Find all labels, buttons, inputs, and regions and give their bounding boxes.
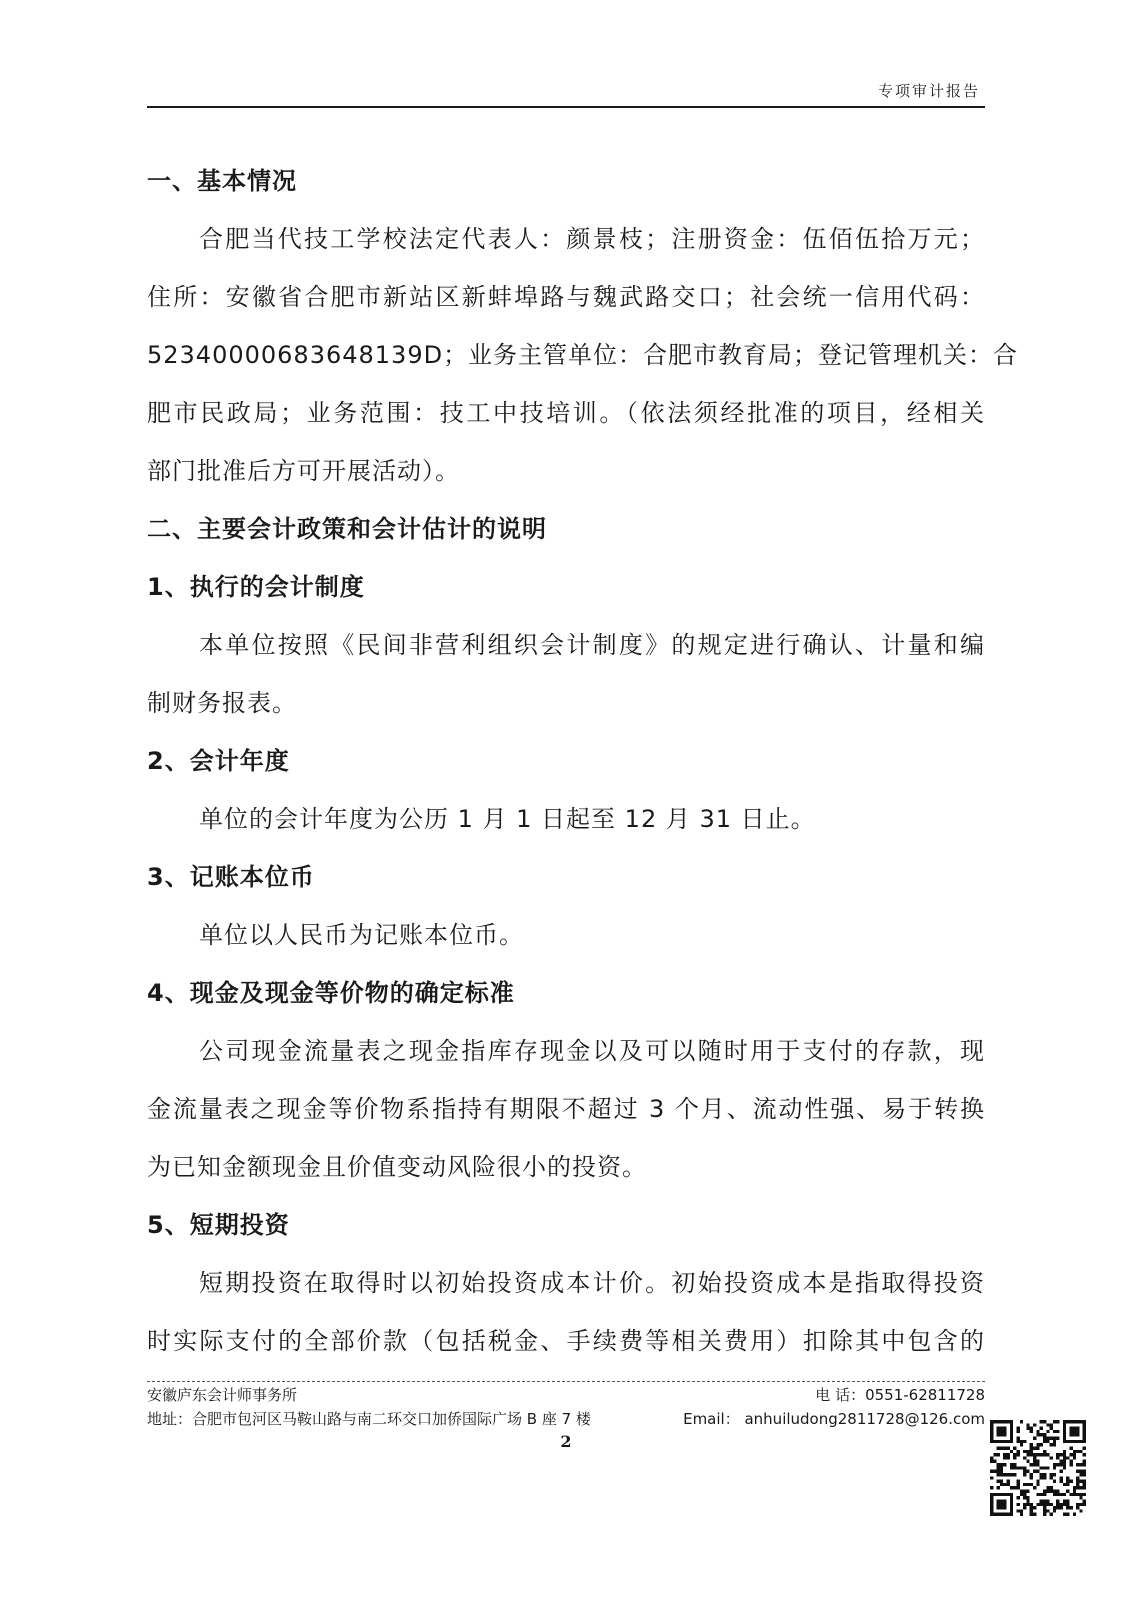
paragraph-line: 短期投资在取得时以初始投资成本计价。初始投资成本是指取得投资: [199, 1269, 985, 1297]
paragraph-line: 时实际支付的全部价款（包括税金、手续费等相关费用）扣除其中包含的: [147, 1327, 985, 1355]
paragraph-line: 肥市民政局；业务范围：技工中技培训。（依法须经批准的项目，经相关: [147, 399, 985, 427]
firm-name: 安徽庐东会计师事务所: [147, 1386, 298, 1404]
report-header-title: 专项审计报告: [877, 82, 980, 100]
document-body: [147, 152, 1019, 1370]
firm-address: 地址：合肥市包河区马鞍山路与南二环交口加侨国际广场 B 座 7 楼: [147, 1410, 591, 1428]
subheading-accounting-year: 2、会计年度: [147, 747, 290, 775]
paragraph-line: 公司现金流量表之现金指库存现金以及可以随时用于支付的存款，现: [199, 1037, 985, 1065]
paragraph-line: 合肥当代技工学校法定代表人：颜景枝；注册资金：伍佰伍拾万元；: [199, 225, 985, 253]
paragraph-line: 部门批准后方可开展活动）。: [147, 457, 460, 485]
paragraph-line: 本单位按照《民间非营利组织会计制度》的规定进行确认、计量和编: [199, 631, 985, 659]
paragraph-line: 52340000683648139D；业务主管单位：合肥市教育局；登记管理机关：合: [147, 341, 1019, 369]
footer-divider: [147, 1381, 985, 1382]
firm-email: Email： anhuiludong2811728@126.com: [683, 1410, 985, 1428]
page-number: 2: [560, 1432, 572, 1451]
paragraph-line: 单位以人民币为记账本位币。: [199, 921, 524, 949]
paragraph-line: 金流量表之现金等价物系指持有期限不超过 3 个月、流动性强、易于转换: [147, 1095, 985, 1123]
section-heading-accounting-policies: 二、主要会计政策和会计估计的说明: [147, 515, 547, 543]
paragraph-line: 单位的会计年度为公历 1 月 1 日起至 12 月 31 日止。: [199, 805, 816, 833]
subheading-cash-equivalents: 4、现金及现金等价物的确定标准: [147, 979, 515, 1007]
section-heading-basic-info: 一、基本情况: [147, 167, 297, 195]
paragraph-line: 制财务报表。: [147, 689, 297, 717]
qr-code-icon: [990, 1420, 1086, 1516]
paragraph-line: 为已知金额现金且价值变动风险很小的投资。: [147, 1153, 647, 1181]
subheading-accounting-system: 1、执行的会计制度: [147, 573, 365, 601]
header-divider: [147, 106, 985, 108]
subheading-short-term-investment: 5、短期投资: [147, 1211, 290, 1239]
subheading-currency: 3、记账本位币: [147, 863, 315, 891]
paragraph-line: 住所：安徽省合肥市新站区新蚌埠路与魏武路交口；社会统一信用代码：: [147, 283, 985, 311]
firm-phone: 电 话：0551-62811728: [815, 1386, 985, 1404]
